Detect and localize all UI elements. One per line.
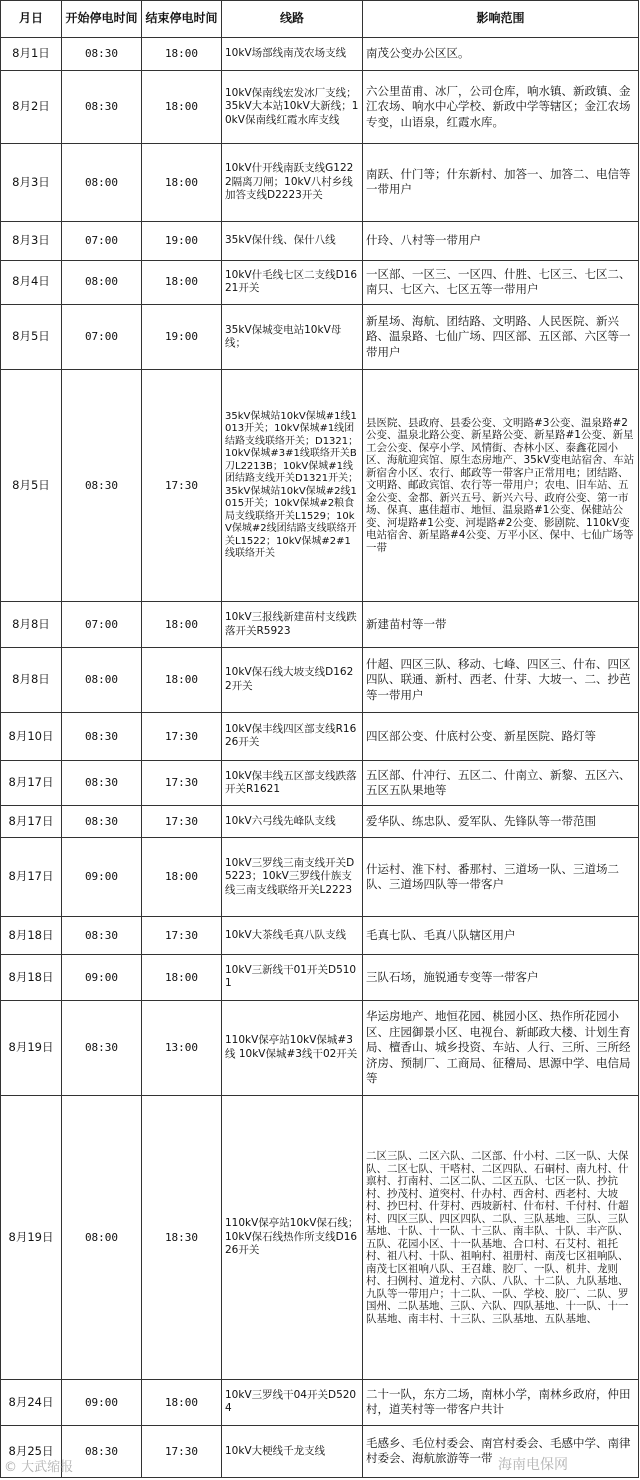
cell-end: 18:00	[142, 71, 222, 144]
table-row	[1, 143, 639, 222]
cell-start: 08:30	[62, 806, 142, 838]
cell-end: 17:30	[142, 370, 222, 602]
cell-start: 08:30	[62, 370, 142, 602]
table-row	[1, 955, 639, 1000]
watermark-right: 海南电保网	[498, 1457, 568, 1473]
cell-start: 08:30	[62, 1000, 142, 1096]
cell-end: 18:00	[142, 955, 222, 1000]
cell-start: 09:00	[62, 838, 142, 917]
cell-start: 08:00	[62, 648, 142, 712]
cell-end: 18:30	[142, 1096, 222, 1380]
cell-area: 毛真七队、毛真八队辖区用户	[363, 917, 639, 955]
cell-start: 09:00	[62, 1380, 142, 1425]
cell-end: 17:30	[142, 1425, 222, 1477]
cell-date: 8月19日	[1, 1000, 62, 1096]
cell-date: 8月17日	[1, 760, 62, 805]
cell-line: 10kV三罗线干04开关D5204	[222, 1380, 363, 1425]
header-row	[1, 1, 639, 38]
cell-line: 10kV什开线南跃支线G1222隔离刀闸；10kV八村乡线加答支线D2223开关	[222, 143, 363, 222]
table-row	[1, 1380, 639, 1425]
cell-end: 19:00	[142, 304, 222, 369]
table-row	[1, 1000, 639, 1096]
cell-start: 09:00	[62, 955, 142, 1000]
table-row	[1, 71, 639, 144]
cell-date: 8月18日	[1, 955, 62, 1000]
cell-start: 08:30	[62, 760, 142, 805]
table-row	[1, 1096, 639, 1380]
watermark-left: © 大武缩报	[4, 1460, 74, 1475]
cell-end: 17:30	[142, 712, 222, 760]
cell-date: 8月5日	[1, 370, 62, 602]
cell-end: 18:00	[142, 838, 222, 917]
cell-date: 8月1日	[1, 38, 62, 71]
cell-line: 10kV大梗线千龙支线	[222, 1425, 363, 1477]
cell-area: 华运房地产、地恒花园、桃园小区、热作所花园小区、庄园御景小区、电视台、新邮政大楼、计划生育局、檀香山、城乡投资、车站、人行、三所、三所经济房、预制厂、工商局、征稽局、思源中学、电信局等	[363, 1000, 639, 1096]
header-line: 线路	[222, 1, 363, 38]
cell-line: 10kV大茶线毛真八队支线	[222, 917, 363, 955]
header-area: 影响范围	[363, 1, 639, 38]
cell-date: 8月3日	[1, 222, 62, 260]
table-row	[1, 601, 639, 647]
cell-date: 8月25日	[1, 1425, 62, 1477]
cell-area: 二十一队，东方二场，南林小学，南林乡政府，仲田村，道芙村等一带客户共计	[363, 1380, 639, 1425]
cell-date: 8月8日	[1, 601, 62, 647]
cell-date: 8月24日	[1, 1380, 62, 1425]
cell-date: 8月2日	[1, 71, 62, 144]
cell-line: 10kV保丰线五区部支线跌落开关R1621	[222, 760, 363, 805]
cell-start: 07:00	[62, 222, 142, 260]
table-row	[1, 370, 639, 602]
cell-area: 什运村、淮下村、番那村、三道场一队、三道场二队、三道场四队等一带客户	[363, 838, 639, 917]
table-row	[1, 917, 639, 955]
cell-line: 35kV保城变电站10kV母线；	[222, 304, 363, 369]
cell-end: 18:00	[142, 143, 222, 222]
cell-start: 08:30	[62, 71, 142, 144]
cell-area: 爱华队、练忠队、爱军队、先锋队等一带范围	[363, 806, 639, 838]
cell-end: 17:30	[142, 917, 222, 955]
cell-area: 县医院、县政府、县委公变、文明路#3公变、温泉路#2公变、温泉北路公变、新星路公变、新星路#1公变、新星工会公变、保亭小学、风情街、杏林小区、泰鑫花园小区、海航迎宾馆、原生态房地产、35kV变电站宿舍、车站新宿舍小区、农行、邮政等一带客户正常用电；团结路、文明路、邮政宾馆、农行等一带用户；农电、旧车站、五金公变、金都、新兴五号、新兴六号、政府公变、第一市场、保真、惠佳超市、地恒、温泉路#1公变、保健站公变、河堤路#1公变、河堤路#2公变、影剧院、110kV变电站宿舍、新星路#4公变、万平小区、保中、七仙广场等一带	[363, 370, 639, 602]
cell-start: 08:00	[62, 1096, 142, 1380]
cell-area: 什玲、八村等一带用户	[363, 222, 639, 260]
cell-date: 8月3日	[1, 143, 62, 222]
cell-line: 10kV三罗线三南支线开关D5223；10kV三罗线什族支线三南支线联络开关L2223	[222, 838, 363, 917]
header-end-time: 结束停电时间	[142, 1, 222, 38]
cell-end: 18:00	[142, 648, 222, 712]
cell-line: 10kV保丰线四区部支线R1626开关	[222, 712, 363, 760]
cell-area: 什超、四区三队、移动、七峰、四区三、什布、四区四队、联通、新村、西老、什芽、大坡一、二、抄芭等一带用户	[363, 648, 639, 712]
cell-line: 10kV三新线干01开关D5101	[222, 955, 363, 1000]
cell-area: 南茂公变办公区区。	[363, 38, 639, 71]
cell-start: 08:00	[62, 260, 142, 304]
cell-area: 二区三队、二区六队、二区部、什小村、二区一队、大保队、二区七队、干嗒村、二区四队、石硐村、南九村、什禀村、打南村、二区二队、二区五队、七区一队、抄抗村、抄茂村、道突村、什办村、西舍村、西老村、大坡村、抄巴村、什芽村、西坡新村、什布村、千付村、什超村、四区三队、四区四队、二队、三队基地、三队、三队基地、十队、十一队、十三队、南丰队、十队、丰产队、五队、花园小区、十一队基地、合口村、石艾村、祖托村、祖八村、十队、祖响村、祖册村、南茂七区祖响队、南茂七区祖响八队、王召雄、胶厂、一队、机井、龙则村、扫例村、道龙村、六队、八队、十二队、九队基地、九队等一带用户；十二队、一队、学校、胶厂、二队、罗国州、二队基地、三队、六队、四队基地、十一队、十一队基地、南丰村、十三队、三队基地、五队基地、	[363, 1096, 639, 1380]
cell-start: 07:00	[62, 601, 142, 647]
cell-date: 8月5日	[1, 304, 62, 369]
cell-date: 8月4日	[1, 260, 62, 304]
header-start-time: 开始停电时间	[62, 1, 142, 38]
cell-line: 35kV保什线、保什八线	[222, 222, 363, 260]
cell-end: 17:30	[142, 806, 222, 838]
cell-date: 8月18日	[1, 917, 62, 955]
cell-area: 五区部、什冲行、五区二、什南立、新黎、五区六、五区五队果地等	[363, 760, 639, 805]
cell-date: 8月17日	[1, 838, 62, 917]
table-row	[1, 760, 639, 805]
cell-start: 07:00	[62, 304, 142, 369]
cell-area: 三队石场，施锐通专变等一带客户	[363, 955, 639, 1000]
cell-line: 10kV场部线南茂农场支线	[222, 38, 363, 71]
cell-line: 35kV保城站10kV保城#1线1013开关；10kV保城#1线团结路支线联络开关；D1321；10kV保城#3#1线联络开关B刀L2213B；10kV保城#1线团结路支线开关D1321开关；35kV保城站10kV保城#2线1015开关；10kV保城#2粮食局支线联络开关L1529；10kV保城#2线团结路支线联络开关L1522；10kV保城#2#1线联络开关	[222, 370, 363, 602]
table-row	[1, 260, 639, 304]
cell-line: 110kV保亭站10kV保城#3线 10kV保城#3线干02开关	[222, 1000, 363, 1096]
table-row	[1, 222, 639, 260]
cell-end: 18:00	[142, 260, 222, 304]
cell-date: 8月19日	[1, 1096, 62, 1380]
cell-end: 17:30	[142, 760, 222, 805]
cell-area: 六公里苗甫、冰厂，公司仓库，响水镇、新政镇、金江农场、响水中心学校、新政中学等辖区；金江农场专变，山语泉，红霞水库。	[363, 71, 639, 144]
cell-line: 10kV保石线大坡支线D1622开关	[222, 648, 363, 712]
table-row	[1, 838, 639, 917]
cell-line: 110kV保亭站10kV保石线；10kV保石线热作所支线D1626开关	[222, 1096, 363, 1380]
cell-date: 8月8日	[1, 648, 62, 712]
cell-area: 四区部公变、什底村公变、新星医院、路灯等	[363, 712, 639, 760]
cell-end: 19:00	[142, 222, 222, 260]
cell-area: 新星场、海航、团结路、文明路、人民医院、新兴路、温泉路、七仙广场、四区部、五区部、六区等一带用户	[363, 304, 639, 369]
cell-date: 8月10日	[1, 712, 62, 760]
cell-start: 08:30	[62, 917, 142, 955]
cell-line: 10kV保南线宏发冰厂支线；35kV大本站10kV大新线；10kV保南线红霞水库支线	[222, 71, 363, 144]
table-row	[1, 38, 639, 71]
cell-line: 10kV三报线新建苗村支线跌落开关R5923	[222, 601, 363, 647]
cell-line: 10kV什毛线七区二支线D1621开关	[222, 260, 363, 304]
table-row	[1, 806, 639, 838]
cell-start: 08:30	[62, 38, 142, 71]
cell-area: 一区部、一区三、一区四、什胜、七区三、七区二、南只、七区六、七区五等一带用户	[363, 260, 639, 304]
header-date: 月日	[1, 1, 62, 38]
table-row	[1, 712, 639, 760]
cell-end: 18:00	[142, 1380, 222, 1425]
cell-area: 毛感乡、毛位村委会、南宫村委会、毛感中学、南律村委会、海航旅游等一带	[363, 1425, 639, 1477]
cell-start: 08:00	[62, 143, 142, 222]
table-row	[1, 1425, 639, 1477]
cell-end: 13:00	[142, 1000, 222, 1096]
cell-start: 08:30	[62, 1425, 142, 1477]
cell-start: 08:30	[62, 712, 142, 760]
cell-area: 南跃、什门等；什东新村、加答一、加答二、电信等一带用户	[363, 143, 639, 222]
table-row	[1, 648, 639, 712]
cell-area: 新建苗村等一带	[363, 601, 639, 647]
cell-end: 18:00	[142, 601, 222, 647]
cell-end: 18:00	[142, 38, 222, 71]
table-row	[1, 304, 639, 369]
cell-date: 8月17日	[1, 806, 62, 838]
cell-line: 10kV六弓线先峰队支线	[222, 806, 363, 838]
